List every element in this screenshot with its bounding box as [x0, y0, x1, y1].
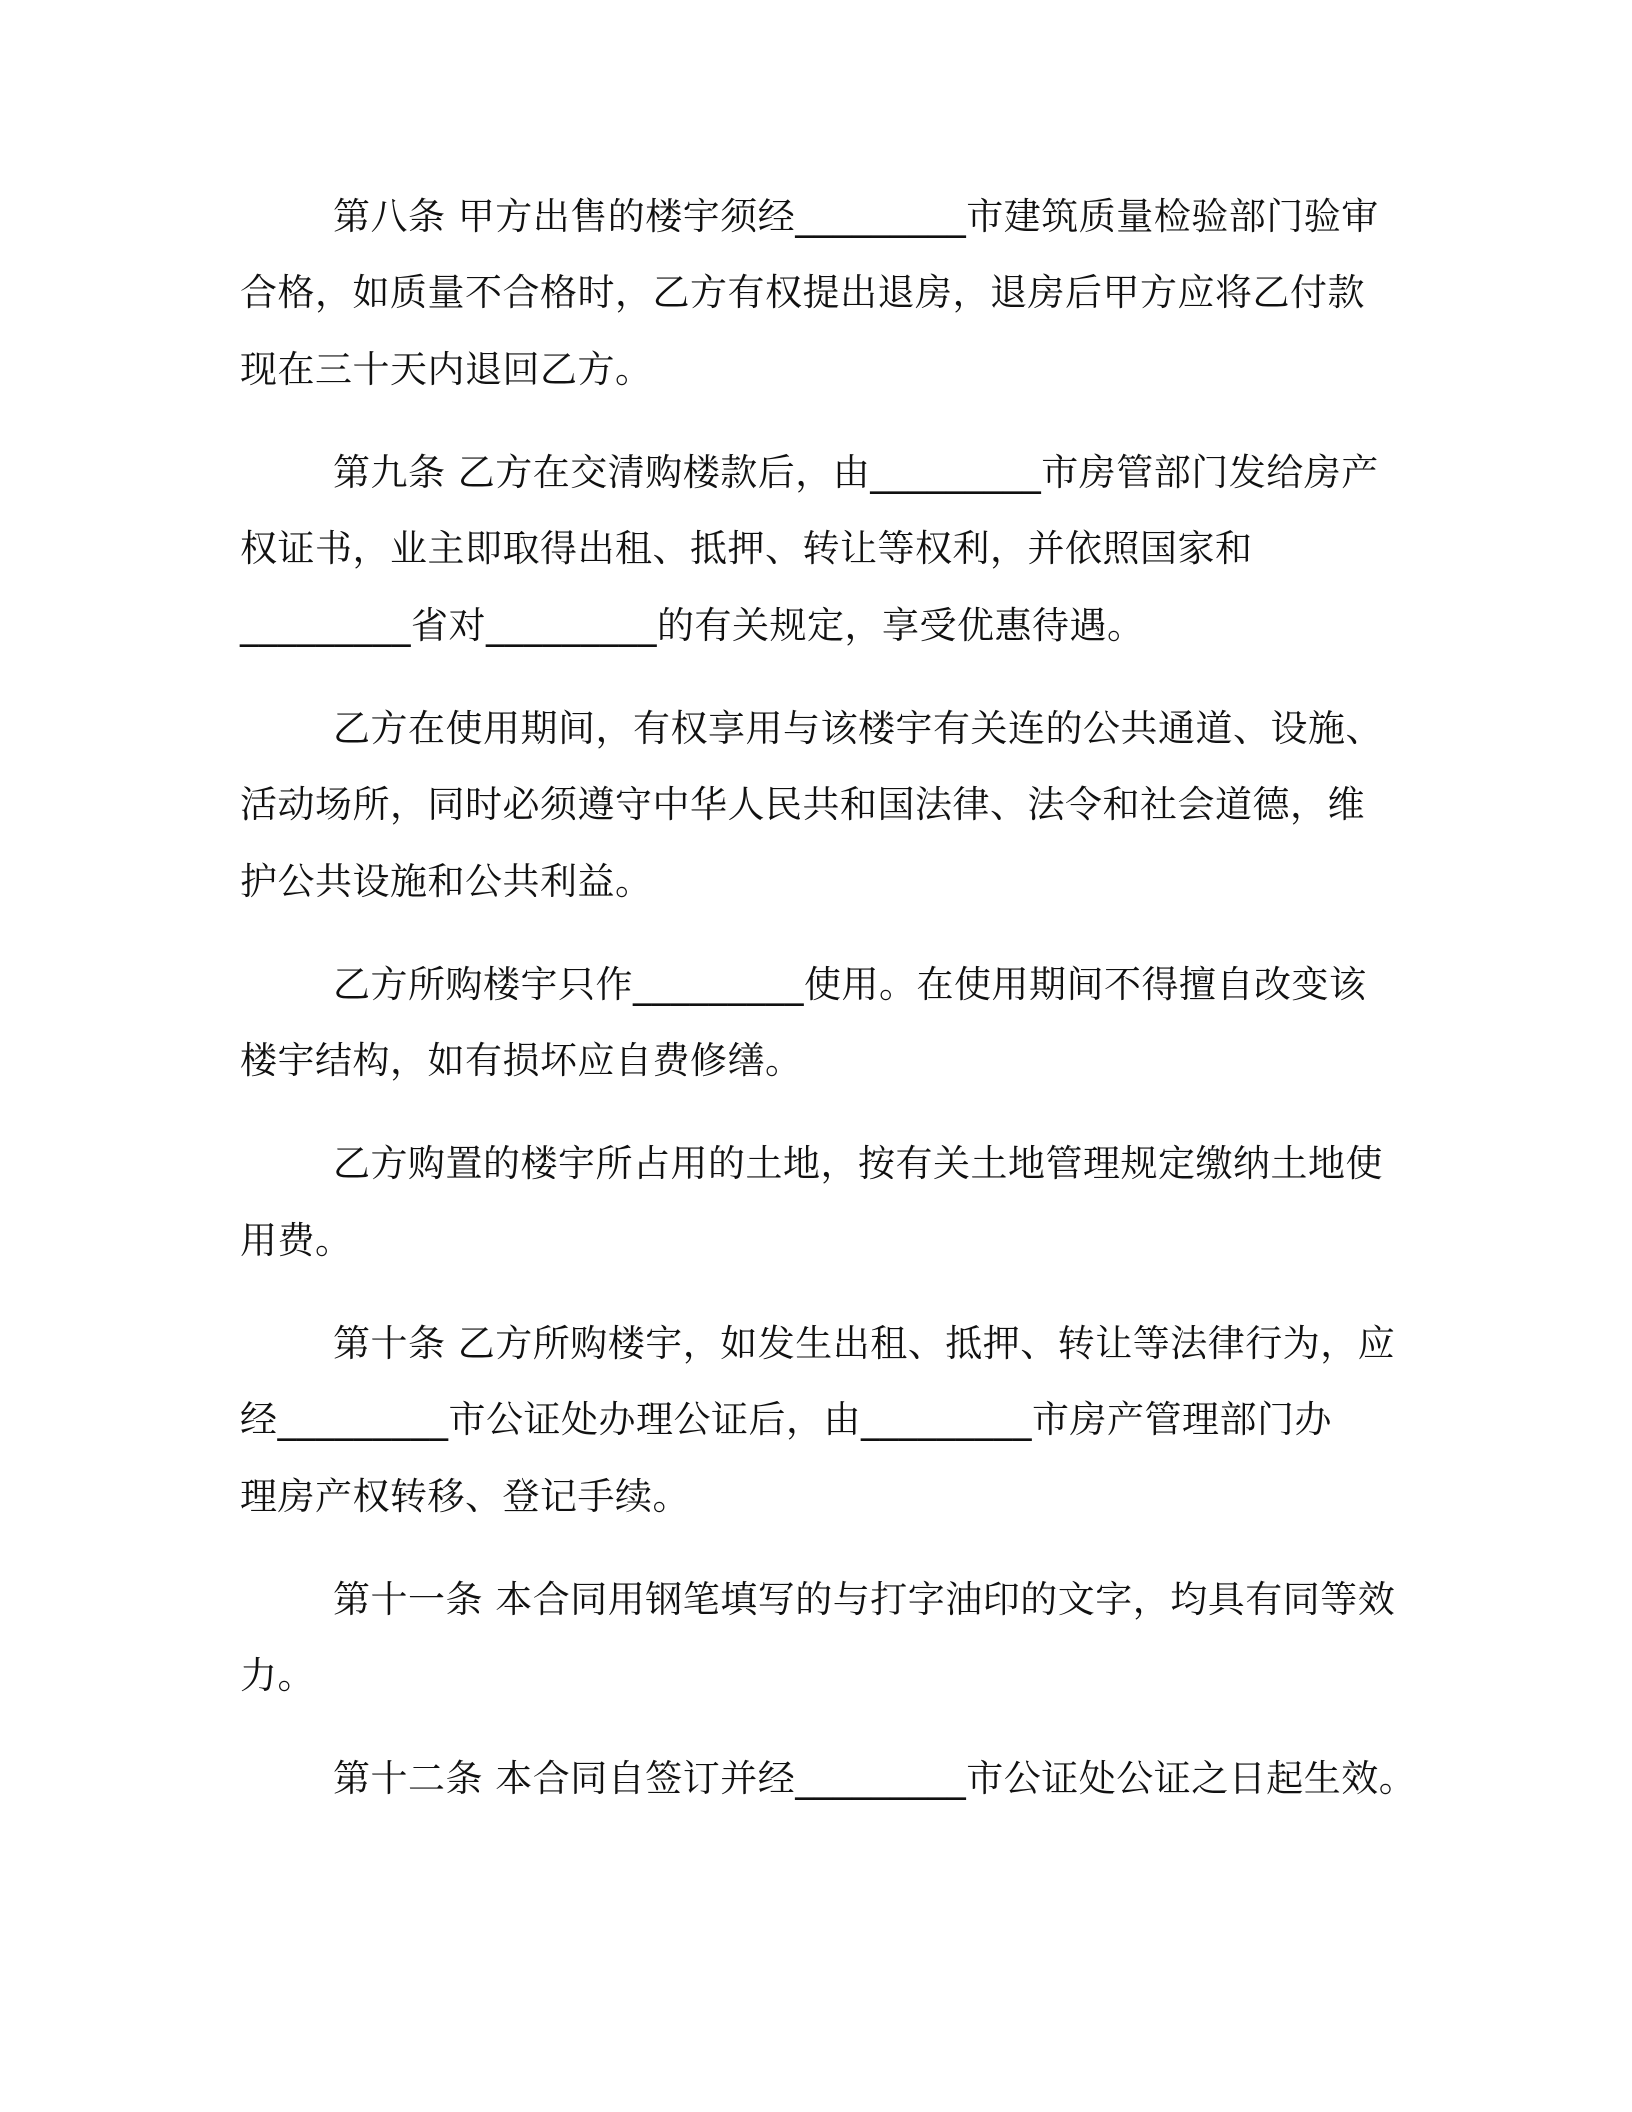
article-10-line-1: 第十条 乙方所购楼宇，如发生出租、抵押、转让等法律行为，应 — [333, 1322, 1396, 1365]
article-9-line-3: _________省对_________的有关规定，享受优惠待遇。 — [240, 604, 1145, 647]
usage-paragraph-line-1: 乙方在使用期间，有权享用与该楼宇有关连的公共通道、设施、 — [333, 707, 1383, 750]
article-12-line-1: 第十二条 本合同自签订并经_________市公证处公证之日起生效。 — [333, 1757, 1417, 1800]
article-11-line-1: 第十一条 本合同用钢笔填写的与打字油印的文字，均具有同等效 — [333, 1578, 1396, 1621]
article-8-line-2: 合格，如质量不合格时，乙方有权提出退房，退房后甲方应将乙付款 — [240, 271, 1365, 314]
article-9-line-2: 权证书，业主即取得出租、抵押、转让等权利，并依照国家和 — [240, 527, 1253, 570]
land-fee-paragraph-line-2: 用费。 — [240, 1219, 353, 1262]
article-8-line-3: 现在三十天内退回乙方。 — [240, 348, 653, 391]
article-11-line-2: 力。 — [240, 1654, 315, 1697]
article-9-line-1: 第九条 乙方在交清购楼款后，由_________市房管部门发给房产 — [333, 451, 1379, 494]
article-10-line-3: 理房产权转移、登记手续。 — [240, 1475, 690, 1518]
land-fee-paragraph-line-1: 乙方购置的楼宇所占用的土地，按有关土地管理规定缴纳土地使 — [333, 1142, 1383, 1185]
article-8-line-1: 第八条 甲方出售的楼宇须经_________市建筑质量检验部门验审 — [333, 195, 1379, 238]
purpose-paragraph-line-1: 乙方所购楼宇只作_________使用。在使用期间不得擅自改变该 — [333, 963, 1367, 1006]
usage-paragraph-line-2: 活动场所，同时必须遵守中华人民共和国法律、法令和社会道德，维 — [240, 783, 1365, 826]
article-10-line-2: 经_________市公证处办理公证后，由_________市房产管理部门办 — [240, 1398, 1332, 1441]
usage-paragraph-line-3: 护公共设施和公共利益。 — [240, 860, 653, 903]
purpose-paragraph-line-2: 楼宇结构，如有损坏应自费修缮。 — [240, 1039, 803, 1082]
